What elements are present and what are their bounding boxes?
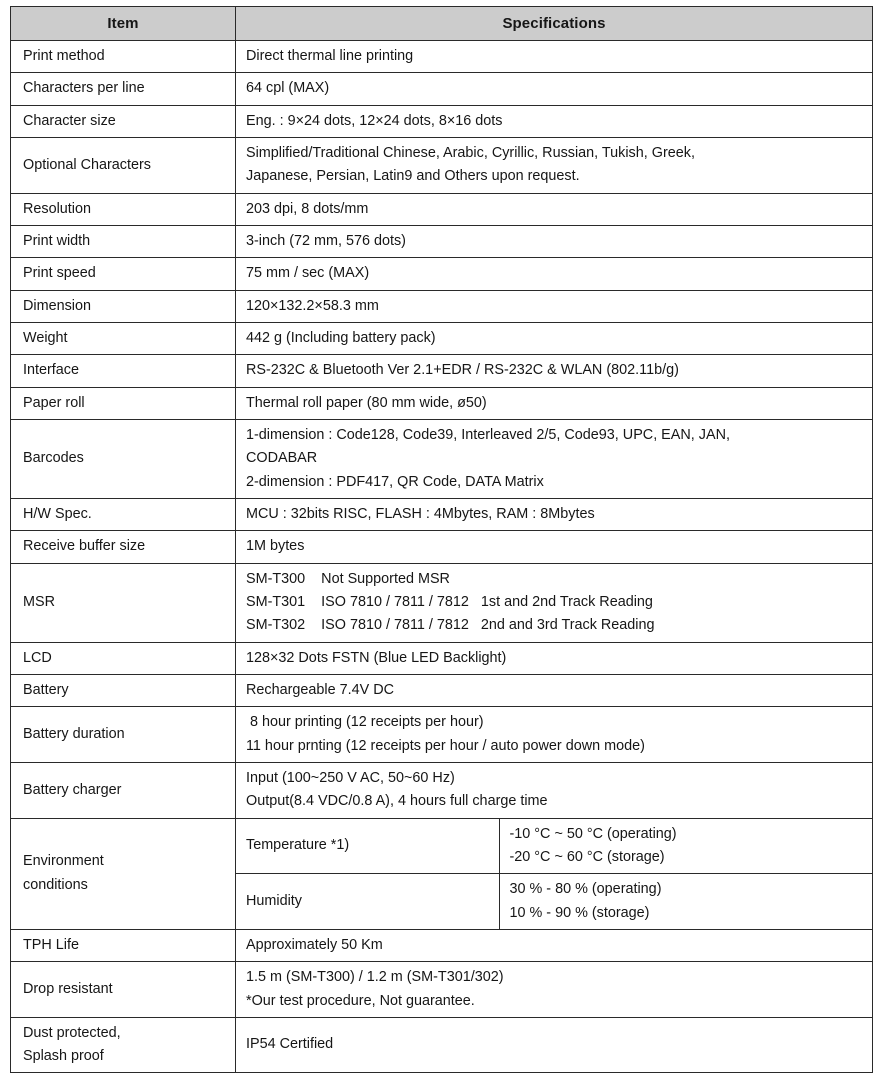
text-line: 128×32 Dots FSTN (Blue LED Backlight) <box>246 649 507 666</box>
spec-value <box>236 137 873 193</box>
column-header-item: Item <box>11 7 236 41</box>
text-line: Input (100~250 V AC, 50~60 Hz) <box>246 769 455 786</box>
spec-value <box>236 41 873 73</box>
spec-item-label: MSR <box>11 563 236 642</box>
spec-value <box>236 105 873 137</box>
text-line: Dust protected, <box>23 1024 121 1041</box>
spec-value <box>236 498 873 530</box>
table-row <box>11 563 873 642</box>
spec-item-label: TPH Life <box>11 929 236 961</box>
spec-item-label: Receive buffer size <box>11 531 236 563</box>
table-header-row <box>11 7 873 41</box>
text-line: SM-T300 Not Supported MSR <box>246 570 450 587</box>
table-row <box>11 322 873 354</box>
text-line: 442 g (Including battery pack) <box>246 329 436 346</box>
text-line: Direct thermal line printing <box>246 48 414 64</box>
spec-value <box>236 419 873 498</box>
text-line: CODABAR <box>246 450 318 467</box>
spec-value <box>236 1017 873 1073</box>
spec-item-label: Print method <box>11 41 236 73</box>
table-row <box>11 929 873 961</box>
spec-item-label: Drop resistant <box>11 962 236 1018</box>
text-line: -10 °C ~ 50 °C (operating) <box>509 825 677 842</box>
table-row <box>11 193 873 225</box>
text-line: Eng. : 9×24 dots, 12×24 dots, 8×16 dots <box>246 112 503 129</box>
environment-subtable-container <box>236 818 873 929</box>
text-line: 3-inch (72 mm, 576 dots) <box>246 232 406 249</box>
spec-item-label: Optional Characters <box>11 137 236 193</box>
spec-item-label: Dimension <box>11 290 236 322</box>
text-line: -20 °C ~ 60 °C (storage) <box>509 848 665 865</box>
table-row <box>11 1017 873 1073</box>
spec-item-label <box>11 818 236 929</box>
spec-value <box>236 193 873 225</box>
text-line: 203 dpi, 8 dots/mm <box>246 200 369 217</box>
text-line: 120×132.2×58.3 mm <box>246 297 379 314</box>
table-row <box>11 674 873 706</box>
spec-item-label: Barcodes <box>11 419 236 498</box>
spec-value <box>236 929 873 961</box>
spec-item-label: Battery duration <box>11 707 236 763</box>
text-line: *Our test procedure, Not guarantee. <box>246 992 475 1009</box>
spec-item-label: LCD <box>11 642 236 674</box>
spec-item-label: Weight <box>11 322 236 354</box>
spec-value <box>236 707 873 763</box>
spec-item-label: Characters per line <box>11 73 236 105</box>
text-line: 1-dimension : Code128, Code39, Interleaved 2/5, Code93, UPC, EAN, JAN, <box>246 426 730 443</box>
table-header <box>11 7 873 41</box>
spec-item-label: H/W Spec. <box>11 498 236 530</box>
spec-value <box>236 355 873 387</box>
text-line: 8 hour printing (12 receipts per hour) <box>246 714 484 731</box>
text-line: Thermal roll paper (80 mm wide, ø50) <box>246 394 487 411</box>
environment-parameter-label: Temperature *1) <box>236 819 499 874</box>
table-row <box>11 962 873 1018</box>
spec-value <box>236 674 873 706</box>
spec-value <box>236 563 873 642</box>
text-line: 10 % - 90 % (storage) <box>509 904 650 921</box>
text-line: Environment <box>23 853 104 870</box>
environment-parameter-value <box>499 874 872 929</box>
environment-subtable <box>236 819 872 929</box>
table-row <box>11 419 873 498</box>
text-line: Rechargeable 7.4V DC <box>246 681 394 698</box>
text-line: SM-T302 ISO 7810 / 7811 / 7812 2nd and 3rd Track Reading <box>246 617 655 634</box>
spec-item-label: Print width <box>11 225 236 257</box>
spec-item-label: Battery <box>11 674 236 706</box>
table-row <box>11 707 873 763</box>
spec-item-label: Print speed <box>11 258 236 290</box>
environment-subtable-row <box>236 819 872 874</box>
spec-value <box>236 962 873 1018</box>
text-line: Japanese, Persian, Latin9 and Others upon request. <box>246 168 580 185</box>
spec-value <box>236 387 873 419</box>
text-line: RS-232C & Bluetooth Ver 2.1+EDR / RS-232C & WLAN (802.11b/g) <box>246 362 679 379</box>
spec-value <box>236 762 873 818</box>
text-line: conditions <box>23 876 88 893</box>
environment-parameter-value <box>499 819 872 874</box>
spec-item-label: Character size <box>11 105 236 137</box>
table-row <box>11 41 873 73</box>
table-row <box>11 258 873 290</box>
table-row <box>11 498 873 530</box>
spec-item-label: Battery charger <box>11 762 236 818</box>
spec-item-label <box>11 1017 236 1073</box>
environment-parameter-label: Humidity <box>236 874 499 929</box>
text-line: Splash proof <box>23 1048 104 1065</box>
spec-item-label: Resolution <box>11 193 236 225</box>
text-line: 64 cpl (MAX) <box>246 80 330 97</box>
text-line: SM-T301 ISO 7810 / 7811 / 7812 1st and 2nd Track Reading <box>246 593 653 610</box>
text-line: 1M bytes <box>246 538 305 555</box>
spec-value <box>236 531 873 563</box>
text-line: IP54 Certified <box>246 1036 334 1053</box>
table-row <box>11 531 873 563</box>
table-body <box>11 41 873 1073</box>
text-line: Approximately 50 Km <box>246 936 383 953</box>
table-row <box>11 137 873 193</box>
spec-item-label: Paper roll <box>11 387 236 419</box>
spec-value <box>236 290 873 322</box>
table-row <box>11 225 873 257</box>
table-row <box>11 105 873 137</box>
table-row <box>11 762 873 818</box>
text-line: 75 mm / sec (MAX) <box>246 265 370 282</box>
text-line: 2-dimension : PDF417, QR Code, DATA Matrix <box>246 473 544 490</box>
text-line: MCU : 32bits RISC, FLASH : 4Mbytes, RAM : 8Mbytes <box>246 505 595 522</box>
text-line: 11 hour prnting (12 receipts per hour / auto power down mode) <box>246 737 645 754</box>
spec-value <box>236 642 873 674</box>
spec-value <box>236 322 873 354</box>
table-row <box>11 290 873 322</box>
specifications-table <box>10 6 873 1073</box>
spec-value <box>236 73 873 105</box>
spec-value <box>236 225 873 257</box>
column-header-specifications: Specifications <box>236 7 873 41</box>
table-row-environment-conditions <box>11 818 873 929</box>
text-line: 30 % - 80 % (operating) <box>509 881 662 898</box>
table-row <box>11 355 873 387</box>
table-row <box>11 387 873 419</box>
environment-subtable-row <box>236 874 872 929</box>
text-line: 1.5 m (SM-T300) / 1.2 m (SM-T301/302) <box>246 969 504 986</box>
text-line: Simplified/Traditional Chinese, Arabic, Cyrillic, Russian, Tukish, Greek, <box>246 144 695 161</box>
table-row <box>11 73 873 105</box>
text-line: Output(8.4 VDC/0.8 A), 4 hours full charge time <box>246 793 548 810</box>
spec-value <box>236 258 873 290</box>
spec-item-label: Interface <box>11 355 236 387</box>
table-row <box>11 642 873 674</box>
